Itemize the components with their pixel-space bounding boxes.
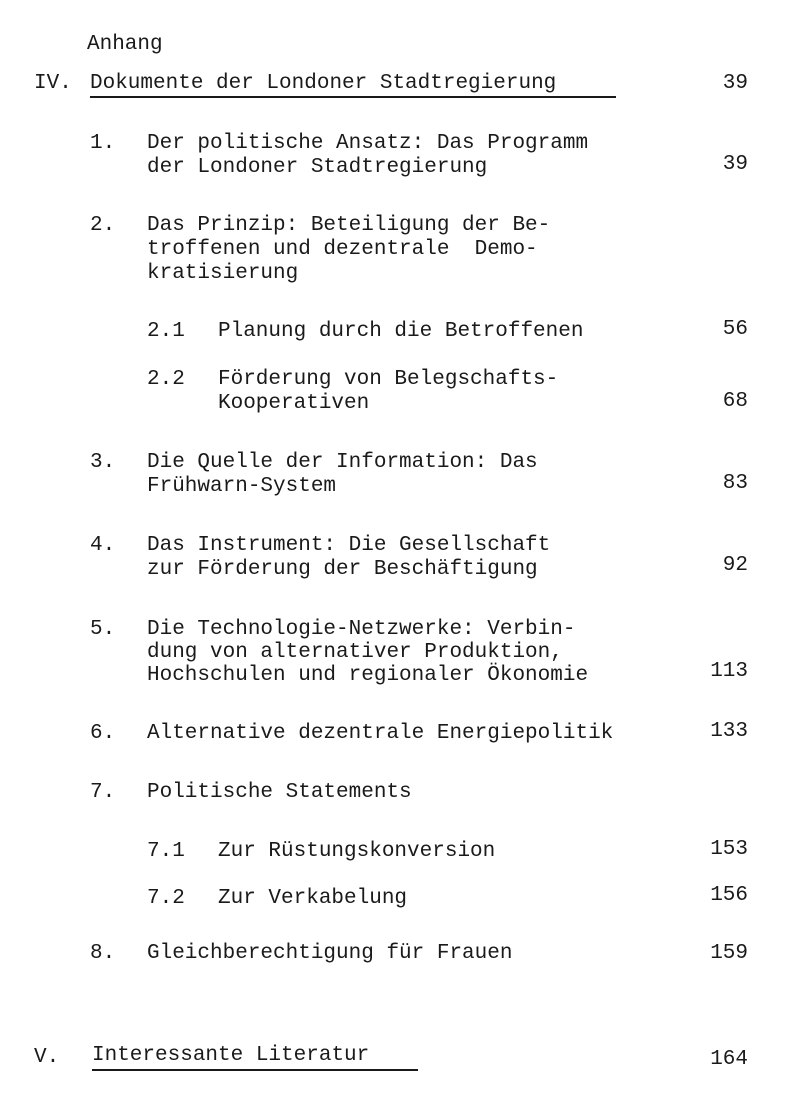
page-number: 156 [710, 884, 748, 907]
entry-title-line: troffenen und dezentrale Demo- [147, 238, 538, 261]
entry-title-line: der Londoner Stadtregierung [147, 156, 488, 179]
section-number: IV. [34, 72, 72, 95]
page-number: 39 [722, 153, 748, 176]
entry-title-line: Der politische Ansatz: Das Programm [147, 132, 589, 155]
entry-number: 7.2 [147, 887, 185, 910]
entry-number: 2. [90, 214, 116, 237]
entry-number: 6. [90, 722, 116, 745]
section-title: Interessante Literatur [92, 1044, 370, 1067]
entry-number: 4. [90, 534, 116, 557]
entry-title-line: Politische Statements [147, 781, 412, 804]
entry-title-line: Zur Rüstungskonversion [218, 840, 496, 863]
entry-title-line: dung von alternativer Produktion, [147, 641, 563, 664]
entry-title-line: Förderung von Belegschafts- [218, 368, 559, 391]
entry-number: 3. [90, 451, 116, 474]
entry-title-line: Gleichberechtigung für Frauen [147, 942, 513, 965]
entry-title-line: Das Prinzip: Beteiligung der Be- [147, 214, 551, 237]
entry-title-line: Planung durch die Betroffenen [218, 320, 584, 343]
section-number: V. [34, 1046, 60, 1069]
page-number: 133 [710, 720, 748, 743]
entry-number: 5. [90, 618, 116, 641]
appendix-label: Anhang [87, 33, 163, 56]
entry-title-line: Hochschulen und regionaler Ökonomie [147, 664, 589, 687]
page-number: 83 [722, 472, 748, 495]
entry-title-line: Das Instrument: Die Gesellschaft [147, 534, 551, 557]
entry-number: 2.2 [147, 368, 185, 391]
entry-title-line: Die Technologie-Netzwerke: Verbin- [147, 618, 576, 641]
entry-number: 2.1 [147, 320, 185, 343]
page-number: 159 [710, 942, 748, 965]
entry-title-line: Kooperativen [218, 392, 370, 415]
entry-title-line: zur Förderung der Beschäftigung [147, 558, 538, 581]
entry-title-line: Frühwarn-System [147, 475, 337, 498]
entry-number: 8. [90, 942, 116, 965]
section-title: Dokumente der Londoner Stadtregierung [90, 72, 557, 95]
entry-title-line: kratisierung [147, 262, 299, 285]
page-number: 164 [710, 1048, 748, 1071]
entry-title-line: Alternative dezentrale Energiepolitik [147, 722, 614, 745]
page-number: 56 [722, 318, 748, 341]
entry-title-line: Die Quelle der Information: Das [147, 451, 538, 474]
entry-number: 7. [90, 781, 116, 804]
page-number: 153 [710, 838, 748, 861]
section-title-underline [90, 96, 616, 98]
page-number: 113 [710, 660, 748, 683]
page-number: 39 [722, 72, 748, 95]
entry-title-line: Zur Verkabelung [218, 887, 408, 910]
page-number: 68 [722, 390, 748, 413]
section-title-underline [92, 1069, 418, 1071]
entry-number: 7.1 [147, 840, 185, 863]
page-number: 92 [722, 554, 748, 577]
entry-number: 1. [90, 132, 116, 155]
